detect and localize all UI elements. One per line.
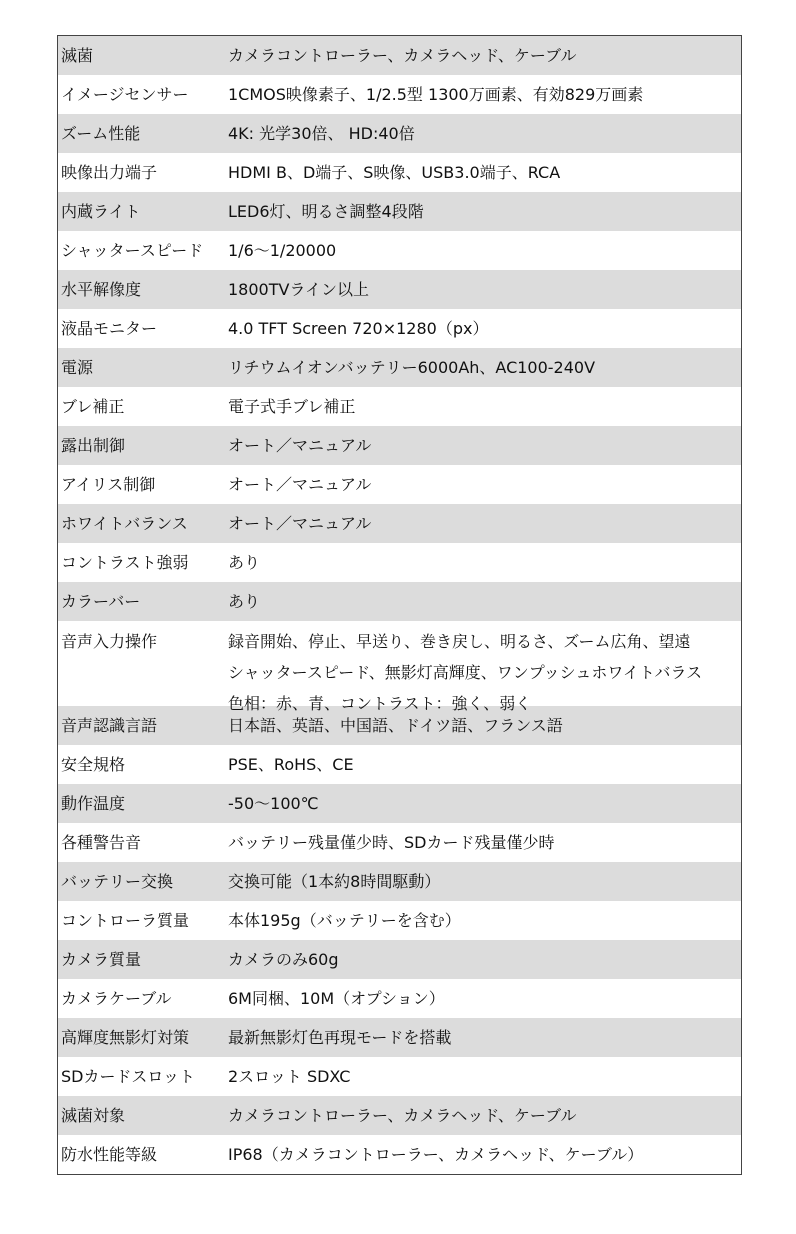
spec-label: 安全規格 xyxy=(61,755,126,774)
spec-value: バッテリー残量僅少時、SDカード残量僅少時 xyxy=(228,833,555,852)
spec-label: シャッタースピード xyxy=(61,241,204,260)
spec-value: カメラコントローラー、カメラヘッド、ケーブル xyxy=(228,1106,577,1125)
spec-label: 滅菌 xyxy=(61,46,94,65)
spec-value: オート／マニュアル xyxy=(228,436,372,455)
spec-row-lcd-monitor xyxy=(58,309,741,348)
spec-value xyxy=(228,621,741,719)
spec-row-video-output xyxy=(58,153,741,192)
spec-value: 4.0 TFT Screen 720×1280（px） xyxy=(228,319,489,338)
spec-label: 内蔵ライト xyxy=(61,202,141,221)
spec-label: 各種警告音 xyxy=(61,833,142,852)
spec-row-image-sensor xyxy=(58,75,741,114)
spec-value: あり xyxy=(228,553,261,572)
spec-row-sterilization xyxy=(58,36,741,75)
spec-value: 6M同梱、10M（オプション） xyxy=(228,989,445,1008)
spec-row-warning-sounds xyxy=(58,823,741,862)
spec-row-zoom xyxy=(58,114,741,153)
spec-row-white-balance xyxy=(58,504,741,543)
spec-label: SDカードスロット xyxy=(61,1067,195,1086)
spec-row-shutter-speed xyxy=(58,231,741,270)
spec-value: カメラのみ60g xyxy=(228,950,339,969)
spec-label: ホワイトバランス xyxy=(61,514,188,533)
spec-row-horizontal-resolution xyxy=(58,270,741,309)
spec-label: アイリス制御 xyxy=(61,475,156,494)
spec-row-color-bar xyxy=(58,582,741,621)
spec-row-built-in-light xyxy=(58,192,741,231)
spec-label: 高輝度無影灯対策 xyxy=(61,1028,190,1047)
spec-row-iris-control xyxy=(58,465,741,504)
spec-row-camera-weight xyxy=(58,940,741,979)
spec-value: 2スロット SDXC xyxy=(228,1067,351,1086)
spec-label: 動作温度 xyxy=(61,794,126,813)
spec-label: 液晶モニター xyxy=(61,319,158,338)
spec-label: バッテリー交換 xyxy=(61,872,174,891)
spec-value: -50〜100℃ xyxy=(228,794,319,813)
spec-row-operating-temperature xyxy=(58,784,741,823)
spec-value-line: 色相：赤、青、コントラスト：強く、弱く xyxy=(228,694,532,713)
spec-row-controller-weight xyxy=(58,901,741,940)
spec-value: 交換可能（1本約8時間駆動） xyxy=(228,872,441,891)
spec-row-power xyxy=(58,348,741,387)
spec-value: 1/6〜1/20000 xyxy=(228,241,337,260)
spec-value: 1800TVライン以上 xyxy=(228,280,369,299)
spec-value: 1CMOS映像素子、1/2.5型 1300万画素、有効829万画素 xyxy=(228,85,644,104)
spec-label: 電源 xyxy=(61,358,94,377)
spec-row-exposure-control xyxy=(58,426,741,465)
spec-value: IP68（カメラコントローラー、カメラヘッド、ケーブル） xyxy=(228,1145,644,1164)
spec-label: カメラケーブル xyxy=(61,989,172,1008)
spec-row-voice-languages xyxy=(58,706,741,745)
spec-value: 4K: 光学30倍、 HD:40倍 xyxy=(228,124,415,143)
spec-row-safety-standards xyxy=(58,745,741,784)
spec-row-camera-cable xyxy=(58,979,741,1018)
spec-value: HDMI B、D端子、S映像、USB3.0端子、RCA xyxy=(228,163,561,182)
spec-row-battery-replacement xyxy=(58,862,741,901)
spec-value: あり xyxy=(228,592,261,611)
spec-label: 滅菌対象 xyxy=(61,1106,126,1125)
spec-value: リチウムイオンバッテリー6000Ah、AC100-240V xyxy=(228,358,596,377)
spec-value: PSE、RoHS、CE xyxy=(228,755,354,774)
spec-label: カメラ質量 xyxy=(61,950,142,969)
spec-label: 水平解像度 xyxy=(61,280,142,299)
spec-value: 最新無影灯色再現モードを搭載 xyxy=(228,1028,452,1047)
spec-label: 露出制御 xyxy=(61,436,126,455)
spec-value: カメラコントローラー、カメラヘッド、ケーブル xyxy=(228,46,577,65)
spec-label: コントローラ質量 xyxy=(61,911,190,930)
spec-value: 本体195g（バッテリーを含む） xyxy=(228,911,461,930)
spec-value-line: 録音開始、停止、早送り、巻き戻し、明るさ、ズーム広角、望遠 xyxy=(228,632,691,651)
spec-value: 日本語、英語、中国語、ドイツ語、フランス語 xyxy=(228,716,563,735)
spec-value: オート／マニュアル xyxy=(228,514,372,533)
spec-label: 映像出力端子 xyxy=(61,163,158,182)
spec-label: ズーム性能 xyxy=(61,124,141,143)
spec-value-line: シャッタースピード、無影灯高輝度、ワンプッシュホワイトバラス xyxy=(228,663,703,682)
spec-value: 電子式手ブレ補正 xyxy=(228,397,356,416)
spec-value: LED6灯、明るさ調整4段階 xyxy=(228,202,424,221)
spec-label: イメージセンサー xyxy=(61,85,189,104)
spec-row-voice-control xyxy=(58,621,741,713)
spec-label: コントラスト強弱 xyxy=(61,553,189,572)
spec-label: 音声認識言語 xyxy=(61,716,158,735)
spec-row-waterproof-rating xyxy=(58,1135,741,1174)
spec-label: カラーバー xyxy=(61,592,141,611)
spec-table xyxy=(57,35,742,1175)
spec-label: 音声入力操作 xyxy=(61,632,158,651)
spec-label: 防水性能等級 xyxy=(61,1145,158,1164)
spec-row-sterilization-targets xyxy=(58,1096,741,1135)
spec-row-sd-card-slot xyxy=(58,1057,741,1096)
spec-row-contrast xyxy=(58,543,741,582)
spec-row-surgical-light-mode xyxy=(58,1018,741,1057)
spec-label: ブレ補正 xyxy=(61,397,125,416)
spec-row-stabilization xyxy=(58,387,741,426)
spec-value: オート／マニュアル xyxy=(228,475,372,494)
